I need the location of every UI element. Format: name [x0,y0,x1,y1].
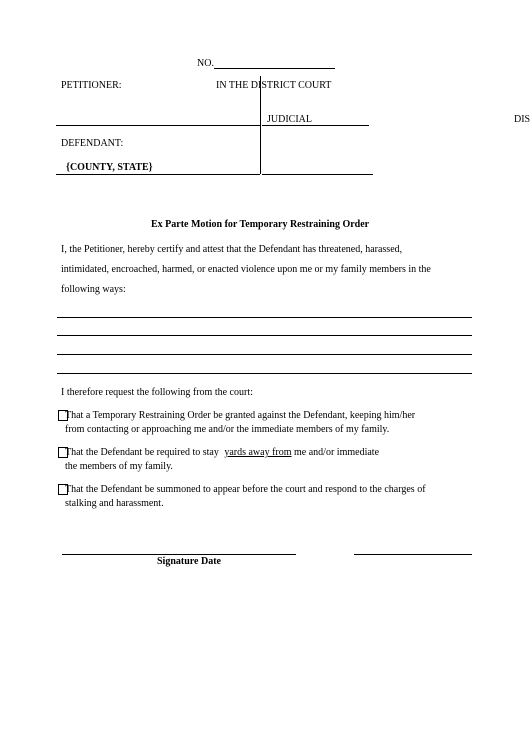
document-title: Ex Parte Motion for Temporary Restraining Order [151,219,370,230]
description-line-3[interactable] [57,354,472,355]
request-3-line-2: stalking and harassment. [65,498,164,509]
request-3-line-1: That the Defendant be summoned to appear before the court and respond to the charges of [65,484,426,495]
description-line-2[interactable] [57,335,472,336]
petitioner-line[interactable] [56,125,260,126]
request-2-line-1 [65,446,379,460]
case-number-line[interactable] [214,68,335,69]
request-2-after: me and/or immediate [294,447,380,458]
signature-line[interactable] [62,554,296,555]
petitioner-label: PETITIONER: [61,80,122,91]
county-state-label: {COUNTY, STATE} [66,162,153,173]
request-intro: I therefore request the following from the court: [61,387,253,398]
defendant-label: DEFENDANT: [61,138,124,149]
request-1-text [65,409,415,437]
certify-line-2: intimidated, encroached, harmed, or enacted violence upon me or my family members in the [61,264,431,275]
case-number-label: NO. [197,58,214,69]
defendant-line[interactable] [56,174,260,175]
request-1-line-1: That a Temporary Restraining Order be granted against the Defendant, keeping him/her [65,410,416,421]
judicial-label: JUDICIAL [267,114,312,125]
certify-line-1: I, the Petitioner, hereby certify and attest that the Defendant has threatened, harassed, [61,244,403,255]
court-label: IN THE DISTRICT COURT [216,80,332,91]
request-2-before: That the Defendant be required to stay [65,447,219,458]
district-label-cut: DIS [514,114,530,125]
certify-line-3: following ways: [61,284,126,295]
court-bottom-line [262,174,373,175]
request-2-text [65,446,379,474]
judicial-line[interactable] [262,125,369,126]
request-2-line-2: the members of my family. [65,461,173,472]
date-line[interactable] [354,554,472,555]
request-2-distance-blank[interactable]: yards away from [224,447,292,458]
caption-divider [260,76,261,174]
description-line-1[interactable] [57,317,472,318]
signature-date-label: Signature Date [157,556,221,567]
request-1-line-2: from contacting or approaching me and/or the immediate members of my family. [65,424,390,435]
request-3-text [65,483,426,511]
certify-paragraph [61,240,481,300]
description-line-4[interactable] [57,373,472,374]
